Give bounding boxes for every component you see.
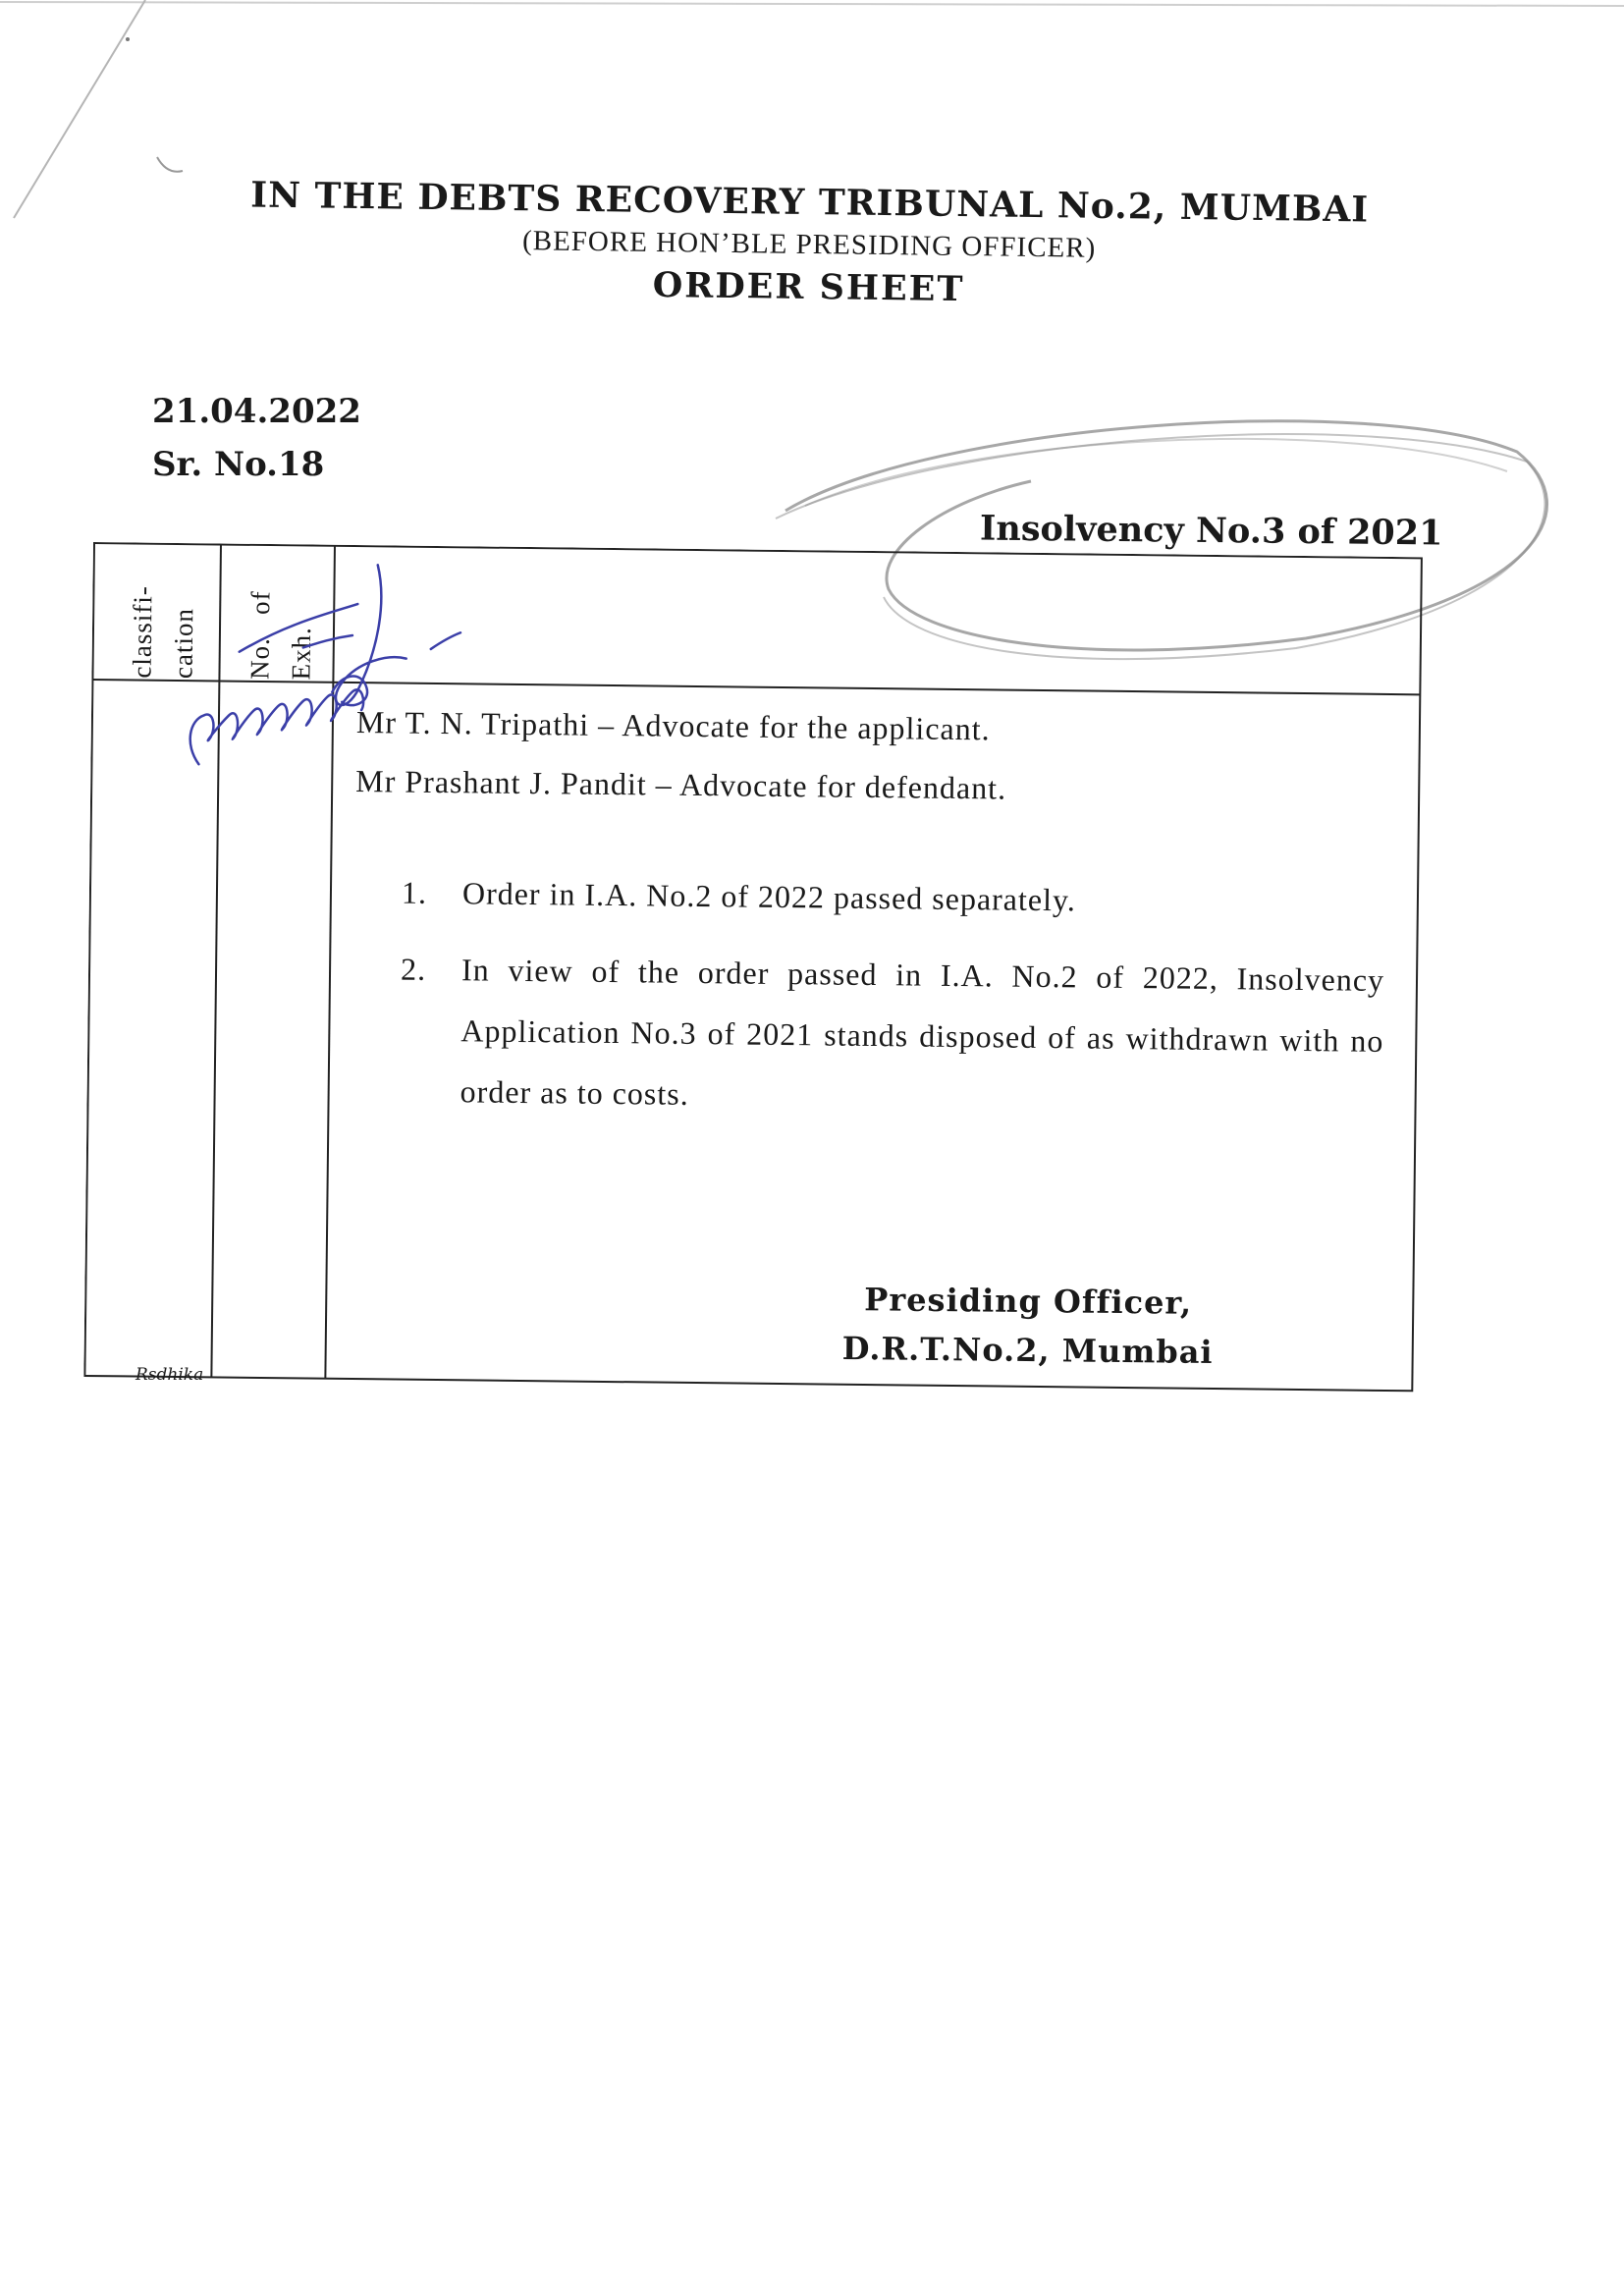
signature [90,542,506,773]
order-date: 21.04.2022 [152,392,361,431]
column-label-line: cation [168,607,199,680]
sheet-title: ORDER SHEET [652,264,965,310]
document-header [194,174,1424,315]
order-item-text: Order in I.A. No.2 of 2022 passed separately. [461,875,1077,918]
top-edge-line [0,2,1624,6]
serial-number: Sr. No.18 [152,445,325,484]
order-item-number: 2. [400,951,427,987]
signatory-office: D.R.T.No.2, Mumbai [841,1330,1214,1371]
signatory-block [841,1275,1214,1377]
order-list [352,861,1405,1132]
typist-initials: Rsdhika [135,1365,204,1385]
counsel-applicant: Mr T. N. Tripathi – Advocate for the applicant. [355,704,991,747]
court-subtitle: (BEFORE HON’BLE PRESIDING OFFICER) [521,225,1097,264]
fold-mark [14,0,145,218]
order-item [354,861,1406,934]
court-title: IN THE DEBTS RECOVERY TRIBUNAL No.2, MUMBAI [250,174,1370,231]
order-meta [152,385,361,491]
order-item-text: In view of the order passed in I.A. No.2 of 2022, Insolvency Application No.3 of 2021 stands disposed of as withdrawn with no order as to costs. [460,952,1385,1112]
order-table [83,542,1424,1401]
column-label-line: Exh. [286,626,317,681]
counsel-defendant: Mr Prashant J. Pandit – Advocate for defendant. [355,763,1007,806]
case-number: Insolvency No.3 of 2021 [979,508,1443,554]
column-label-line: No. of [244,590,276,681]
speck [126,37,130,41]
order-item-number: 1. [401,874,428,910]
signatory-title: Presiding Officer, [864,1281,1193,1322]
order-body [352,702,1407,1148]
column-label-line: classifi- [127,584,158,679]
order-item [352,938,1404,1132]
corner-mark [157,157,183,172]
